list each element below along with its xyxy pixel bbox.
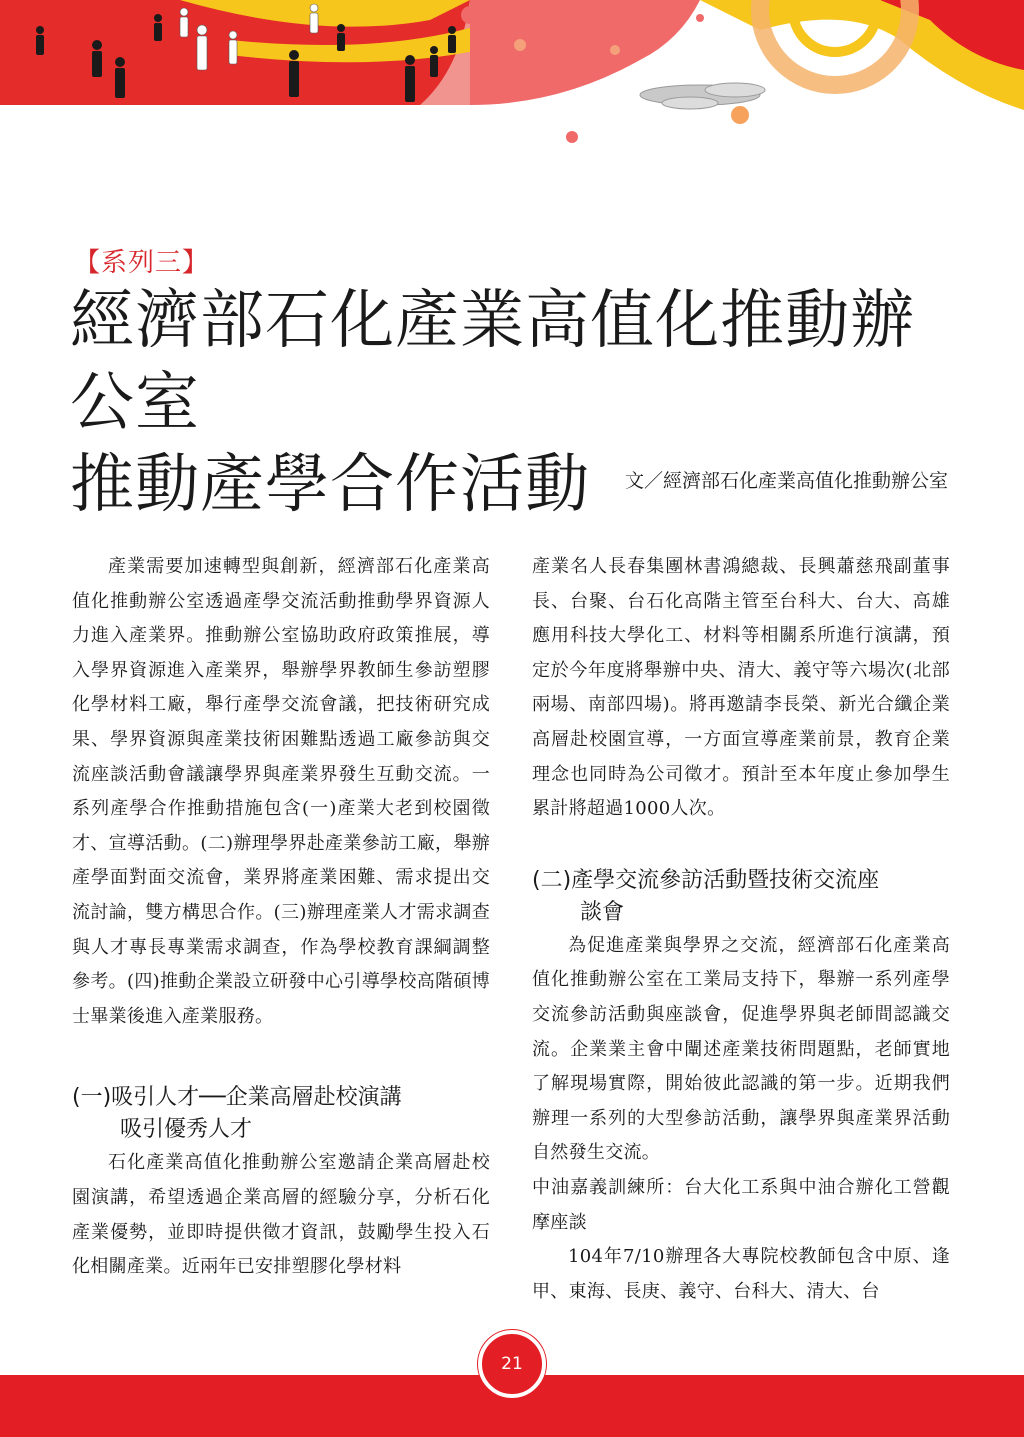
section-2-heading-line-2: 談會 — [580, 899, 625, 925]
section-2-heading — [532, 865, 950, 929]
intro-paragraph: 產業需要加速轉型與創新，經濟部石化產業高值化推動辦公室透過產學交流活動推動學界資源人力進入產業界。推動辦公室協助政府政策推展，導入學界資源進入產業界，舉辦學界教師生參訪塑膠化學材料工廠，舉行產學交流會議，把技術研究成果、學界資源與產業技術困難點透過工廠參訪與交流座談活動會議讓學界與產業界發生互動交流。一系列產學合作推動措施包含(一)產業大老到校園徵才、宣導活動。(二)辦理學界赴產業參訪工廠，舉辦產學面對面交流會，業界將產業困難、需求提出交流討論，雙方構思合作。(三)辦理產業人才需求調查與人才專長專業需求調查，作為學校教育課綱調整參考。(四)推動企業設立研發中心引導學校高階碩博士畢業後進入產業服務。 — [72, 556, 490, 1027]
byline: 文／經濟部石化產業高值化推動辦公室 — [624, 470, 948, 492]
banner-graphic — [0, 0, 1024, 160]
section-1-heading-line-2: 吸引優秀人才 — [120, 1117, 253, 1143]
final-paragraph: 104年7/10辦理各大專院校教師包含中原、逢甲、東海、長庚、義守、台科大、清大、台 — [532, 1246, 950, 1302]
section-1-heading — [72, 1082, 490, 1146]
title-line-1: 經濟部石化產業高值化推動辦公室 — [70, 284, 915, 440]
left-column — [72, 550, 490, 1285]
section-1-heading-line-1: (一)吸引人才──企業高層赴校演講 — [72, 1085, 402, 1111]
section-2-paragraph: 為促進產業與學界之交流，經濟部石化產業高值化推動辦公室在工業局支持下，舉辦一系列產學交流參訪活動與座談會，促進學界與老師間認識交流。企業業主會中闡述產業技術問題點，老師實地了解現場實際，開始彼此認識的第一步。近期我們辦理一系列的大型參訪活動，讓學界與產業界活動自然發生交流。 — [532, 934, 950, 1164]
page-number: 21 — [501, 1354, 523, 1374]
title-line-2: 推動產學合作活動 — [70, 448, 590, 522]
page-number-badge — [478, 1330, 546, 1398]
section-2-subheading: 中油嘉義訓練所：台大化工系與中油合辦化工營觀摩座談 — [532, 1176, 950, 1233]
continued-paragraph: 產業名人長春集團林書鴻總裁、長興蕭慈飛副董事長、台聚、台石化高階主管至台科大、台大、高雄應用科技大學化工、材料等相關系所進行演講，預定於今年度將舉辦中央、清大、義守等六場次(北部兩場、南部四場)。將再邀請李長榮、新光合纖企業高層赴校園宣導，一方面宣導產業前景，教育企業理念也同時為公司徵才。預計至本年度止參加學生累計將超過1000人次。 — [532, 556, 950, 820]
right-column — [532, 550, 950, 1309]
section-1-paragraph: 石化產業高值化推動辦公室邀請企業高層赴校園演講，希望透過企業高層的經驗分享，分析石化產業優勢，並即時提供徵才資訊，鼓勵學生投入石化相關產業。近兩年已安排塑膠化學材料 — [72, 1152, 490, 1278]
header-banner — [0, 0, 1024, 160]
section-2-heading-line-1: (二)產學交流參訪活動暨技術交流座 — [532, 867, 880, 893]
series-tag: 【系列三】 — [74, 248, 210, 278]
